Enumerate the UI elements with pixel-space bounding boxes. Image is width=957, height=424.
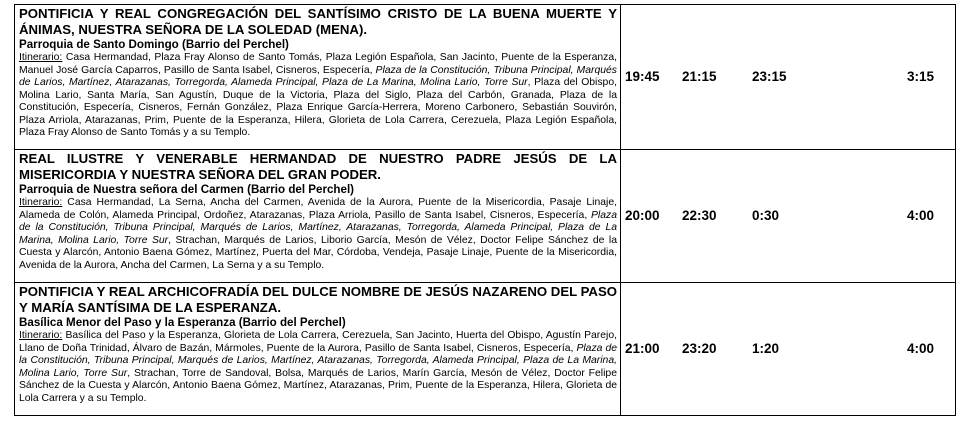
itinerary-label: Itinerario: (19, 197, 63, 208)
itinerary-official-route: Plaza de la Constitución, Tribuna Principal, Marqués de Larios, Martínez, Atarazanas, Torregorda, Alameda Principal, Plaza de La Marina, Molina Lario, Torre Sur (19, 342, 618, 379)
parish-name: Parroquia de Santo Domingo (Barrio del Perchel) (19, 38, 289, 51)
time-official-route-exit: 23:15 (752, 69, 787, 84)
itinerary (19, 52, 617, 140)
parish-name: Parroquia de Nuestra señora del Carmen (Barrio del Perchel) (19, 183, 355, 196)
procession-description (15, 283, 621, 416)
itinerary (19, 197, 617, 272)
itinerary-text: , Strachan, Torre de Sandoval, Bolsa, Marqués de Larios, Marín García, Mesón de Vélez, Doctor Felipe Sánchez de la Cuesta y Alarcón, Antonio Baena Gómez, Martínez, Atarazanas, Prim, Puente de la Esperanza, Hilera, Glorieta de Lola Carrera y a su Templo. (19, 367, 617, 404)
itinerary-text: , Plaza del Obispo, Molina Lario, Santa María, San Agustín, Duque de la Victoria, Plaza del Siglo, Plaza del Carbón, Granada, Plaza de la Constitución, Especería, Cisneros, Fernán González, Plaza Enrique García-Herrera, Moreno Carbonero, Sebastián Souvirón, Plaza Arriola, Atarazanas, Prim, Puente de la Esperanza, Hilera, Glorieta de Lola Carrera, Cerezuela, Plaza Legión Española, Plaza Fray Alonso de Santo Tomás y a su Templo. (19, 77, 618, 139)
procession-row (15, 150, 956, 283)
procession-times (621, 283, 956, 416)
time-return: 3:15 (907, 69, 935, 84)
time-return: 4:00 (907, 341, 935, 356)
itinerary-text: , Strachan, Marqués de Larios, Liborio García, Mesón de Vélez, Doctor Felipe Sánchez de la Cuesta y Alarcón, Antonio Baena Gómez, Martínez, Puerta del Mar, Córdoba, Vendeja, Pasaje Linaje, Puente de la Misericordia, Avenida de la Aurora, Ancha del Carmen, La Serna y a su Templo. (19, 234, 617, 271)
procession-times (621, 5, 956, 150)
time-official-route-exit: 1:20 (752, 341, 780, 356)
itinerary-text: Casa Hermandad, Plaza Fray Alonso de Santo Tomás, Plaza Legión Española, San Jacinto, Puente de la Esperanza, Manuel José García Caparros, Pasillo de Santa Isabel, Cisneros, Especería, (19, 52, 617, 76)
brotherhood-title: PONTIFICIA Y REAL ARCHICOFRADÍA DEL DULCE NOMBRE DE JESÚS NAZARENO DEL PASO Y MARÍA SANTÍSIMA DE LA ESPERANZA. (19, 284, 617, 315)
parish-name: Basílica Menor del Paso y la Esperanza (Barrio del Perchel) (19, 316, 346, 329)
brotherhood-title: REAL ILUSTRE Y VENERABLE HERMANDAD DE NUESTRO PADRE JESÚS DE LA MISERICORDIA Y NUESTRA SEÑORA DEL GRAN PODER. (19, 151, 617, 182)
time-official-route-exit: 0:30 (752, 208, 780, 223)
procession-times (621, 150, 956, 283)
itinerary (19, 330, 617, 405)
time-return: 4:00 (907, 208, 935, 223)
time-official-route-entry: 21:15 (682, 69, 717, 84)
time-official-route-entry: 23:20 (682, 341, 717, 356)
itinerary-text: Casa Hermandad, La Serna, Ancha del Carmen, Avenida de la Aurora, Puente de la Misericordia, Pasaje Linaje, Alameda de Colón, Alameda Principal, Ordoñez, Atarazanas, Plaza Arriola, Pasillo de Santa Isabel, Cisneros, Especería, (19, 197, 617, 221)
procession-schedule-table (14, 4, 956, 416)
procession-row (15, 5, 956, 150)
itinerary-text: Basílica del Paso y la Esperanza, Glorieta de Lola Carrera, Cerezuela, San Jacinto, Huerta del Obispo, Agustín Parejo, Llano de Doña Trinidad, Álvaro de Bazán, Mármoles, Puente de la Aurora, Pasillo de Santa Isabel, Cisneros, Especería, (19, 330, 617, 354)
itinerary-label: Itinerario: (19, 52, 63, 63)
time-departure: 19:45 (625, 69, 660, 84)
itinerary-label: Itinerario: (19, 330, 63, 341)
itinerary-official-route: Plaza de la Constitución, Tribuna Principal, Marqués de Larios, Martínez, Atarazanas, Torregorda, Alameda Principal, Plaza de La Marina, Molina Lario, Torre Sur (19, 209, 617, 246)
procession-row (15, 283, 956, 416)
time-departure: 21:00 (625, 341, 660, 356)
procession-description (15, 150, 621, 283)
itinerary-official-route: Plaza de la Constitución, Tribuna Principal, Marqués de Larios, Martínez, Atarazanas, Torregorda, Alameda Principal, Plaza de La Marina, Molina Lario, Torre Sur (19, 64, 617, 89)
brotherhood-title: PONTIFICIA Y REAL CONGREGACIÓN DEL SANTÍSIMO CRISTO DE LA BUENA MUERTE Y ÁNIMAS, NUESTRA SEÑORA DE LA SOLEDAD (MENA). (19, 6, 617, 37)
time-departure: 20:00 (625, 208, 660, 223)
time-official-route-entry: 22:30 (682, 208, 717, 223)
procession-description (15, 5, 621, 150)
